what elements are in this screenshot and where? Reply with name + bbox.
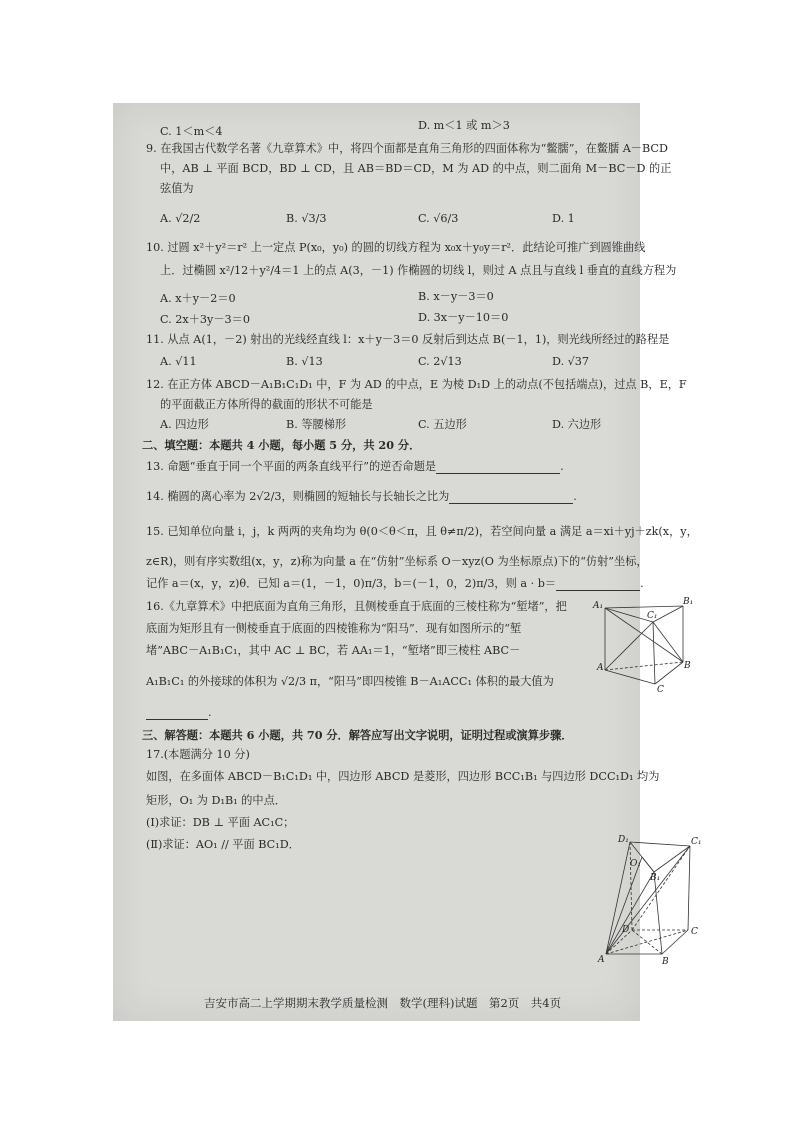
- q17-header: 17.(本题满分 10 分): [146, 748, 250, 761]
- q15-label: 记作 a＝(x，y，z)θ．已知 a＝(1，－1，0)π/3，b＝(－1，0，2)π/3，则 a · b＝: [146, 577, 557, 590]
- figure-label: B: [662, 957, 669, 967]
- q16-line3: 堵”ABC－A₁B₁C₁，其中 AC ⊥ BC，若 AA₁＝1，“堑堵”即三棱柱 ABC－: [146, 644, 521, 657]
- q15-answer-blank[interactable]: [556, 579, 640, 591]
- figure-label: C₁: [647, 611, 658, 621]
- q12-option-a: A. 四边形: [160, 418, 209, 431]
- q14-answer-blank[interactable]: [449, 492, 573, 504]
- q17-part1: (Ⅰ)求证：DB ⊥ 平面 AC₁C；: [146, 816, 295, 829]
- figure-label: O₁: [630, 859, 641, 869]
- figure-label: C₁: [691, 837, 702, 847]
- q16-line4: A₁B₁C₁ 的外接球的体积为 √2/3 π，“阳马”即四棱锥 B－A₁ACC₁ 体积的最大值为: [146, 675, 554, 688]
- figure-label: C: [691, 927, 698, 937]
- q10-line2: 上．过椭圆 x²/12＋y²/4＝1 上的点 A(3，－1) 作椭圆的切线 l，则过 A 点且与直线 l 垂直的直线方程为: [160, 264, 677, 277]
- q12-line1: 12. 在正方体 ABCD－A₁B₁C₁D₁ 中，F 为 AD 的中点，E 为棱 D₁D 上的动点(不包括端点)，过点 B，E，F: [146, 378, 687, 391]
- figure-label: A₁: [593, 601, 604, 611]
- q15-line2: z∈R)，则有序实数组(x，y，z)称为向量 a 在“仿射”坐标系 O－xyz(O 为坐标原点)下的“仿射”坐标，: [146, 555, 648, 568]
- q8-option-d: D. m＜1 或 m＞3: [418, 119, 510, 132]
- q9-option-d: D. 1: [552, 212, 575, 225]
- q12-option-b: B. 等腰梯形: [286, 418, 347, 431]
- prism-figure: [595, 598, 695, 693]
- section3-heading: 三、解答题：本题共 6 小题，共 70 分．解答应写出文字说明，证明过程或演算步骤．: [142, 728, 573, 742]
- figure-label: B₁: [683, 597, 694, 607]
- q8-option-c: C. 1＜m＜4: [160, 125, 223, 138]
- section2-heading: 二、填空题：本题共 4 小题，每小题 5 分，共 20 分．: [142, 438, 421, 452]
- q9-option-b: B. √3/3: [286, 212, 327, 225]
- q13-label: 13. 命题“垂直于同一个平面的两条直线平行”的逆否命题是: [146, 460, 437, 473]
- q16-answer-blank[interactable]: [146, 708, 208, 720]
- q13-text: 13. 命题“垂直于同一个平面的两条直线平行”的逆否命题是 .: [146, 460, 564, 473]
- figure-label: A: [597, 663, 604, 673]
- figure-label: B₁: [650, 873, 661, 883]
- q11-option-a: A. √11: [160, 355, 197, 368]
- q13-answer-blank[interactable]: [436, 462, 560, 474]
- q9-line1: 9. 在我国古代数学名著《九章算术》中，将四个面都是直角三角形的四面体称为“鳖臑”，在鳖臑 A－BCD: [146, 142, 668, 155]
- q9-option-a: A. √2/2: [160, 212, 201, 225]
- q11-option-c: C. 2√13: [418, 355, 462, 368]
- page-footer: 吉安市高二上学期期末教学质量检测 数学(理科)试题 第2页 共4页: [204, 996, 562, 1010]
- q9-option-c: C. √6/3: [418, 212, 459, 225]
- figure-label: D: [622, 925, 630, 935]
- figure-label: C: [657, 685, 664, 695]
- figure-label: D₁: [618, 835, 629, 845]
- q12-line2: 的平面截正方体所得的截面的形状不可能是: [160, 398, 373, 411]
- q16-blank-line: .: [146, 706, 212, 720]
- q17-part2: (Ⅱ)求证：AO₁ // 平面 BC₁D．: [146, 838, 300, 851]
- q14-label: 14. 椭圆的离心率为 2√2/3，则椭圆的短轴长与长轴长之比为: [146, 490, 450, 503]
- polyhedron-figure: [592, 830, 707, 965]
- figure-label: A: [598, 955, 605, 965]
- q17-line1: 如图，在多面体 ABCD－B₁C₁D₁ 中，四边形 ABCD 是菱形，四边形 BCC₁B₁ 与四边形 DCC₁D₁ 均为: [146, 770, 660, 783]
- q15-line3: 记作 a＝(x，y，z)θ．已知 a＝(1，－1，0)π/3，b＝(－1，0，2)π/3，则 a · b＝ .: [146, 577, 644, 590]
- q11-line1: 11. 从点 A(1，－2) 射出的光线经直线 l：x＋y－3＝0 反射后到达点 B(－1，1)，则光线所经过的路程是: [146, 333, 670, 346]
- q9-line2: 中，AB ⊥ 平面 BCD，BD ⊥ CD，且 AB＝BD＝CD，M 为 AD 的中点，则二面角 M－BC－D 的正: [160, 162, 672, 175]
- q10-option-c: C. 2x＋3y－3＝0: [160, 313, 250, 326]
- q14-text: 14. 椭圆的离心率为 2√2/3，则椭圆的短轴长与长轴长之比为 .: [146, 490, 577, 503]
- q10-option-b: B. x－y－3＝0: [418, 290, 494, 303]
- q16-line1: 16.《九章算术》中把底面为直角三角形，且侧棱垂直于底面的三棱柱称为“堑堵”，把: [146, 600, 567, 613]
- q11-option-d: D. √37: [552, 355, 590, 368]
- q10-line1: 10. 过圆 x²＋y²＝r² 上一定点 P(x₀，y₀) 的圆的切线方程为 x₀x＋y₀y＝r²．此结论可推广到圆锥曲线: [146, 241, 646, 254]
- q12-option-c: C. 五边形: [418, 418, 467, 431]
- q9-line3: 弦值为: [160, 182, 194, 195]
- q11-option-b: B. √13: [286, 355, 323, 368]
- figure-label: B: [684, 661, 691, 671]
- q16-line2: 底面为矩形且有一侧棱垂直于底面的四棱锥称为“阳马”．现有如图所示的“堑: [146, 622, 522, 635]
- q12-option-d: D. 六边形: [552, 418, 602, 431]
- q10-option-a: A. x＋y－2＝0: [160, 292, 236, 305]
- q10-option-d: D. 3x－y－10＝0: [418, 311, 509, 324]
- q17-line2: 矩形，O₁ 为 D₁B₁ 的中点．: [146, 794, 286, 807]
- q15-line1: 15. 已知单位向量 i，j，k 两两的夹角均为 θ(0＜θ＜π，且 θ≠π/2)，若空间向量 a 满足 a＝xi＋yj＋zk(x，y，: [146, 525, 698, 538]
